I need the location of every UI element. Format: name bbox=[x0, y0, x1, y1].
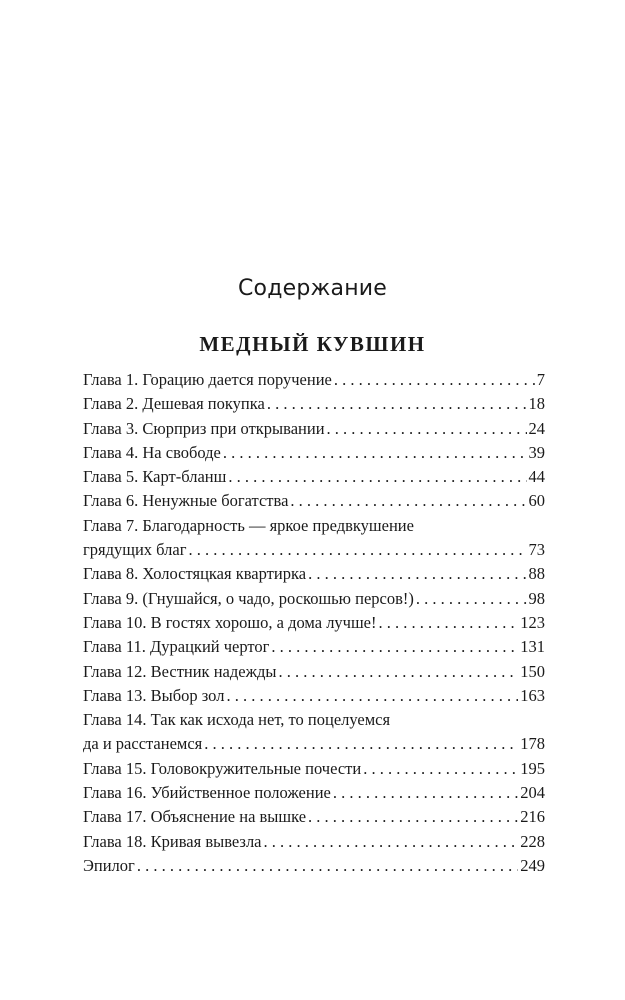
dot-leader bbox=[290, 489, 526, 513]
dot-leader bbox=[264, 830, 519, 854]
toc-page-number: 249 bbox=[520, 855, 545, 875]
dot-leader bbox=[278, 660, 518, 684]
dot-leader bbox=[416, 587, 527, 611]
dot-leader bbox=[271, 635, 518, 659]
dot-leader bbox=[379, 611, 519, 635]
toc-entry[interactable] bbox=[83, 489, 545, 513]
toc-page-number: 178 bbox=[520, 734, 545, 754]
dot-leader bbox=[226, 684, 518, 708]
toc-entry[interactable] bbox=[83, 757, 545, 781]
toc-entry[interactable] bbox=[83, 854, 545, 878]
toc-entry[interactable] bbox=[83, 465, 545, 489]
toc-entry[interactable] bbox=[83, 392, 545, 416]
toc-entry-title: Глава 2. Дешевая покупка bbox=[83, 394, 265, 414]
toc-entry-title: Глава 8. Холостяцкая квартирка bbox=[83, 564, 307, 584]
toc-page-number: 60 bbox=[528, 491, 545, 511]
toc-entry-title: Глава 11. Дурацкий чертог bbox=[83, 637, 270, 657]
toc-entry-title-line1: Глава 7. Благодарность — яркое предвкушение bbox=[83, 515, 414, 535]
dot-leader bbox=[223, 441, 527, 465]
dot-leader bbox=[228, 465, 526, 489]
toc-entry[interactable] bbox=[83, 611, 545, 635]
section-heading: МЕДНЫЙ КУВШИН bbox=[199, 332, 426, 356]
dot-leader bbox=[267, 392, 527, 416]
dot-leader bbox=[308, 562, 526, 586]
toc-entry-title: Глава 4. На свободе bbox=[83, 442, 221, 462]
toc-entry[interactable] bbox=[83, 441, 545, 465]
toc-entry-title: Глава 16. Убийственное положение bbox=[83, 783, 331, 803]
toc-entry-title: Глава 18. Кривая вывезла bbox=[83, 831, 262, 851]
toc-entry[interactable] bbox=[83, 830, 545, 854]
toc-page-number: 39 bbox=[528, 442, 545, 462]
toc-entry-title: Глава 17. Объяснение на вышке bbox=[83, 807, 307, 827]
toc-entry[interactable] bbox=[83, 368, 545, 392]
toc-entry-title: Глава 5. Карт-бланш bbox=[83, 467, 227, 487]
dot-leader bbox=[363, 757, 518, 781]
dot-leader bbox=[137, 854, 518, 878]
toc-entry[interactable] bbox=[83, 805, 545, 829]
toc-entry[interactable] bbox=[83, 781, 545, 805]
toc-page-number: 18 bbox=[528, 394, 545, 414]
toc-entry[interactable] bbox=[83, 684, 545, 708]
toc-entry-title: грядущих благ bbox=[83, 540, 187, 560]
toc-page-number: 88 bbox=[528, 564, 545, 584]
toc-page-number: 204 bbox=[520, 783, 545, 803]
toc-page-number: 131 bbox=[520, 637, 545, 657]
toc-page-number: 123 bbox=[520, 612, 545, 632]
toc-entry-title: Глава 6. Ненужные богатства bbox=[83, 491, 289, 511]
toc-entry[interactable] bbox=[83, 660, 545, 684]
toc-entry-title: Глава 12. Вестник надежды bbox=[83, 661, 277, 681]
toc-entry-title: Глава 9. (Гнушайся, о чадо, роскошью персов!) bbox=[83, 588, 414, 608]
toc-page-number: 98 bbox=[528, 588, 545, 608]
toc-entry-title-line1: Глава 14. Так как исхода нет, то поцелуемся bbox=[83, 710, 391, 730]
toc-entry-title: Глава 10. В гостях хорошо, а дома лучше! bbox=[83, 612, 377, 632]
toc-entry-title: Глава 15. Головокружительные почести bbox=[83, 758, 362, 778]
toc-entry[interactable] bbox=[83, 635, 545, 659]
toc-entry-title: да и расстанемся bbox=[83, 734, 203, 754]
toc-page-number: 44 bbox=[528, 467, 545, 487]
toc-entry[interactable] bbox=[83, 587, 545, 611]
toc-page-number: 195 bbox=[520, 758, 545, 778]
toc-page-number: 150 bbox=[520, 661, 545, 681]
toc-page-number: 228 bbox=[520, 831, 545, 851]
toc-entry[interactable] bbox=[83, 562, 545, 586]
toc-entry-title: Глава 13. Выбор зол bbox=[83, 685, 225, 705]
dot-leader bbox=[308, 805, 518, 829]
toc-page-number: 7 bbox=[536, 370, 545, 389]
dot-leader bbox=[204, 732, 518, 756]
dot-leader bbox=[188, 538, 526, 562]
toc-entry[interactable] bbox=[83, 514, 545, 563]
toc-entry-title: Глава 3. Сюрприз при открывании bbox=[83, 418, 325, 438]
toc-entry[interactable] bbox=[83, 417, 545, 441]
toc-entry-title: Эпилог bbox=[83, 855, 135, 875]
toc-page-number: 163 bbox=[520, 685, 545, 705]
table-of-contents bbox=[83, 368, 545, 878]
toc-entry-title: Глава 1. Горацию дается поручение bbox=[83, 370, 332, 389]
toc-page-number: 24 bbox=[528, 418, 545, 438]
dot-leader bbox=[334, 368, 535, 392]
page-title: Содержание bbox=[237, 276, 388, 301]
dot-leader bbox=[333, 781, 518, 805]
dot-leader bbox=[327, 417, 527, 441]
toc-entry[interactable] bbox=[83, 708, 545, 757]
toc-page-number: 216 bbox=[520, 807, 545, 827]
toc-page-number: 73 bbox=[528, 540, 545, 560]
